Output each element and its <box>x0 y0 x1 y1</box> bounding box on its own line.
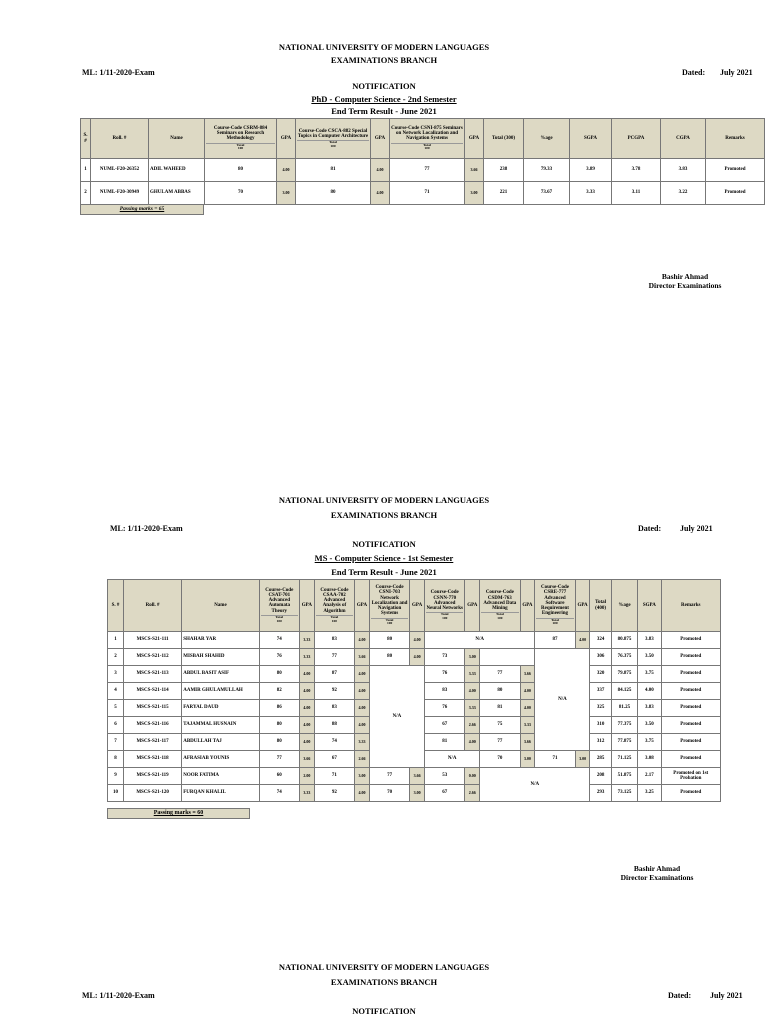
cell-sno: 8 <box>108 751 124 768</box>
cell-marks: 74 <box>259 632 299 649</box>
cell-marks: 67 <box>425 717 465 734</box>
cell-sgpa: 3.75 <box>638 734 661 751</box>
table-row <box>108 768 721 785</box>
cell-marks: 77 <box>390 159 465 182</box>
cell-gpa: 3.33 <box>465 666 480 683</box>
notification-heading: NOTIFICATION <box>352 81 416 91</box>
cell-marks: 92 <box>314 785 354 802</box>
cell-sgpa: 3.83 <box>638 700 661 717</box>
dated-value: July 2021 <box>720 68 753 77</box>
table-row <box>81 159 765 182</box>
passing-marks: Passing marks = 65 <box>80 204 204 215</box>
cell-marks: 80 <box>480 683 520 700</box>
cell-empty <box>480 649 535 666</box>
cell-roll: MSCS-S21-117 <box>123 734 181 751</box>
col-total: Total (300) <box>484 119 524 159</box>
cell-not-applicable: N/A <box>535 649 590 751</box>
cell-cgpa: 3.22 <box>661 182 706 205</box>
cell-marks: 71 <box>390 182 465 205</box>
cell-roll: NUML-F20-30949 <box>91 182 149 205</box>
cell-gpa: 3.00 <box>410 785 425 802</box>
col-gpa: GPA <box>465 119 484 159</box>
cell-total: 221 <box>484 182 524 205</box>
cell-percentage: 73.67 <box>524 182 570 205</box>
cell-roll: MSCS-S21-115 <box>123 700 181 717</box>
cell-gpa: 4.00 <box>520 700 535 717</box>
col-gpa: GPA <box>277 119 296 159</box>
col-course-1: Course-Code CSRM-884 Seminars on Research Methodology Total 100 <box>205 119 277 159</box>
cell-roll: MSCS-S21-120 <box>123 785 181 802</box>
cell-sno: 2 <box>81 182 91 205</box>
passing-marks: Passing marks = 60 <box>107 808 250 819</box>
university-name: NATIONAL UNIVERSITY OF MODERN LANGUAGES <box>278 962 490 972</box>
cell-total: 320 <box>590 666 611 683</box>
cell-name: NOOR FATIMA <box>182 768 259 785</box>
cell-gpa: 2.00 <box>299 768 314 785</box>
table-row <box>108 632 721 649</box>
col-gpa: GPA <box>299 580 314 632</box>
cell-marks: 80 <box>259 717 299 734</box>
cell-marks: 81 <box>480 700 520 717</box>
cell-marks: 80 <box>369 632 409 649</box>
cell-name: AAMIR GHULAMULLAH <box>182 683 259 700</box>
cell-percentage: 81.25 <box>611 700 638 717</box>
cell-gpa: 2.66 <box>465 785 480 802</box>
cell-sno: 5 <box>108 700 124 717</box>
branch-name: EXAMINATIONS BRANCH <box>330 977 438 987</box>
col-name: Name <box>182 580 259 632</box>
cell-gpa: 3.33 <box>299 649 314 666</box>
col-gpa: GPA <box>520 580 535 632</box>
cell-total: 238 <box>484 159 524 182</box>
cell-sgpa: 3.50 <box>638 717 661 734</box>
cell-marks: 80 <box>369 649 409 666</box>
cell-marks: 81 <box>296 159 371 182</box>
cell-gpa: 4.00 <box>355 666 370 683</box>
cell-percentage: 84.125 <box>611 683 638 700</box>
cell-sno: 6 <box>108 717 124 734</box>
cell-name: TAJAMMAL HUSNAIN <box>182 717 259 734</box>
notification-heading: NOTIFICATION <box>352 1006 416 1016</box>
cell-remarks: Promoted <box>661 683 720 700</box>
cell-sgpa: 3.75 <box>638 666 661 683</box>
cell-remarks: Promoted <box>661 649 720 666</box>
signatory-name: Bashir Ahmad <box>661 272 709 281</box>
cell-sgpa: 3.08 <box>638 751 661 768</box>
cell-roll: MSCS-S21-112 <box>123 649 181 666</box>
cell-remarks: Promoted <box>706 159 765 182</box>
cell-sgpa: 3.25 <box>638 785 661 802</box>
cell-total: 208 <box>590 768 611 785</box>
signatory-title: Director Examinations <box>620 873 694 882</box>
signatory-name: Bashir Ahmad <box>633 864 681 873</box>
cell-remarks: Promoted <box>661 785 720 802</box>
cell-gpa: 3.66 <box>355 649 370 666</box>
reference-number: ML: 1/11-2020-Exam <box>82 68 155 77</box>
col-pcgpa: PCGPA <box>612 119 661 159</box>
cell-marks: 81 <box>425 734 465 751</box>
cell-marks: 80 <box>259 734 299 751</box>
cell-marks: 53 <box>425 768 465 785</box>
col-sgpa: SGPA <box>638 580 661 632</box>
cell-gpa: 4.00 <box>520 683 535 700</box>
cell-marks: 75 <box>480 717 520 734</box>
cell-gpa: 3.00 <box>355 768 370 785</box>
term-title: End Term Result - June 2021 <box>331 567 437 577</box>
cell-gpa: 3.66 <box>465 159 484 182</box>
cell-marks: 70 <box>480 751 520 768</box>
cell-total: 324 <box>590 632 611 649</box>
cell-name: ADIL WAHEED <box>149 159 205 182</box>
dated-value: July 2021 <box>710 991 743 1000</box>
cell-gpa: 3.66 <box>520 734 535 751</box>
cell-marks: 76 <box>425 666 465 683</box>
cell-marks: 60 <box>259 768 299 785</box>
cell-name: SHAHAR YAR <box>182 632 259 649</box>
cell-marks: 88 <box>314 717 354 734</box>
cell-not-applicable: N/A <box>369 666 424 768</box>
cell-marks: 76 <box>425 700 465 717</box>
cell-not-applicable: N/A <box>425 632 535 649</box>
cell-gpa: 3.66 <box>410 768 425 785</box>
cell-gpa: 4.00 <box>371 159 390 182</box>
reference-number: ML: 1/11-2020-Exam <box>82 991 155 1000</box>
term-title: End Term Result - June 2021 <box>331 106 437 116</box>
cell-marks: 73 <box>425 649 465 666</box>
cell-gpa: 2.66 <box>465 717 480 734</box>
program-title: MS - Computer Science - 1st Semester <box>314 553 454 563</box>
dated-label: Dated: <box>668 991 692 1000</box>
cell-marks: 77 <box>480 666 520 683</box>
cell-marks: 74 <box>259 785 299 802</box>
cell-marks: 76 <box>259 649 299 666</box>
cell-sno: 9 <box>108 768 124 785</box>
cell-gpa: 4.00 <box>465 683 480 700</box>
university-name: NATIONAL UNIVERSITY OF MODERN LANGUAGES <box>278 42 490 52</box>
cell-sno: 7 <box>108 734 124 751</box>
cell-percentage: 77.375 <box>611 717 638 734</box>
cell-total: 312 <box>590 734 611 751</box>
cell-remarks: Promoted on 1st Probation <box>661 768 720 785</box>
cell-roll: MSCS-S21-113 <box>123 666 181 683</box>
signatory-title: Director Examinations <box>648 281 722 290</box>
cell-percentage: 77.875 <box>611 734 638 751</box>
cell-gpa: 4.00 <box>575 632 590 649</box>
cell-marks: 80 <box>259 666 299 683</box>
cell-gpa: 3.00 <box>520 751 535 768</box>
cell-gpa: 3.00 <box>277 182 296 205</box>
col-course-1: Course-Code CSAT-701 Advanced Automata Theory Total 100 <box>259 580 299 632</box>
cell-marks: 77 <box>480 734 520 751</box>
cell-roll: MSCS-S21-119 <box>123 768 181 785</box>
cell-gpa: 3.33 <box>355 734 370 751</box>
cell-sno: 1 <box>108 632 124 649</box>
cell-marks: 83 <box>314 700 354 717</box>
cell-total: 306 <box>590 649 611 666</box>
cell-cgpa: 3.83 <box>661 159 706 182</box>
cell-gpa: 4.00 <box>355 717 370 734</box>
col-gpa: GPA <box>355 580 370 632</box>
cell-gpa: 4.00 <box>355 700 370 717</box>
cell-roll: MSCS-S21-118 <box>123 751 181 768</box>
col-gpa: GPA <box>575 580 590 632</box>
dated-label: Dated: <box>682 68 706 77</box>
cell-total: 293 <box>590 785 611 802</box>
notification-heading: NOTIFICATION <box>352 539 416 549</box>
cell-pcgpa: 3.11 <box>612 182 661 205</box>
cell-percentage: 73.125 <box>611 785 638 802</box>
cell-gpa: 4.00 <box>299 734 314 751</box>
cell-name: ABDUL BASIT ASIF <box>182 666 259 683</box>
cell-marks: 92 <box>314 683 354 700</box>
cell-gpa: 4.00 <box>277 159 296 182</box>
cell-marks: 67 <box>314 751 354 768</box>
cell-roll: MSCS-S21-111 <box>123 632 181 649</box>
cell-name: AFRASIAB YOUNIS <box>182 751 259 768</box>
col-course-6: Course-Code CSRE-777 Advanced Software Requirement Engineering Total 100 <box>535 580 575 632</box>
cell-gpa: 3.33 <box>299 632 314 649</box>
cell-gpa: 4.00 <box>355 632 370 649</box>
cell-percentage: 79.875 <box>611 666 638 683</box>
col-course-3: Course-Code CSNI-875 Seminars on Network Localization and Navigation Systems Total 100 <box>390 119 465 159</box>
cell-marks: 87 <box>535 632 575 649</box>
university-name: NATIONAL UNIVERSITY OF MODERN LANGUAGES <box>278 495 490 505</box>
cell-marks: 83 <box>425 683 465 700</box>
cell-sgpa: 4.00 <box>638 683 661 700</box>
col-total: Total (400) <box>590 580 611 632</box>
cell-gpa: 3.33 <box>465 700 480 717</box>
cell-percentage: 76.375 <box>611 649 638 666</box>
cell-gpa: 2.66 <box>355 751 370 768</box>
cell-marks: 74 <box>314 734 354 751</box>
cell-sno: 1 <box>81 159 91 182</box>
dated-value: July 2021 <box>680 524 713 533</box>
cell-gpa: 3.33 <box>299 785 314 802</box>
col-gpa: GPA <box>465 580 480 632</box>
col-percentage: %age <box>524 119 570 159</box>
cell-percentage: 51.875 <box>611 768 638 785</box>
reference-number: ML: 1/11-2020-Exam <box>110 524 183 533</box>
cell-marks: 86 <box>259 700 299 717</box>
cell-sgpa: 3.50 <box>638 649 661 666</box>
cell-marks: 82 <box>259 683 299 700</box>
cell-gpa: 4.00 <box>299 683 314 700</box>
cell-gpa: 3.00 <box>465 649 480 666</box>
cell-marks: 77 <box>369 768 409 785</box>
cell-gpa: 3.00 <box>575 751 590 768</box>
cell-marks: 77 <box>314 649 354 666</box>
cell-sno: 2 <box>108 649 124 666</box>
col-course-2: Course-Code CSAA-702 Advanced Analysis of Algorithm Total 100 <box>314 580 354 632</box>
cell-gpa: 0.00 <box>465 768 480 785</box>
cell-remarks: Promoted <box>661 734 720 751</box>
cell-sno: 4 <box>108 683 124 700</box>
table-row <box>108 649 721 666</box>
cell-marks: 77 <box>259 751 299 768</box>
table-row <box>81 182 765 205</box>
ms-result-table <box>107 579 721 802</box>
cell-gpa: 3.00 <box>465 182 484 205</box>
cell-gpa: 4.00 <box>299 717 314 734</box>
cell-pcgpa: 3.78 <box>612 159 661 182</box>
col-name: Name <box>149 119 205 159</box>
program-title: PhD - Computer Science - 2nd Semester <box>311 94 457 104</box>
cell-gpa: 4.00 <box>465 734 480 751</box>
cell-gpa: 3.66 <box>520 666 535 683</box>
cell-remarks: Promoted <box>661 751 720 768</box>
cell-marks: 71 <box>314 768 354 785</box>
col-sgpa: SGPA <box>570 119 612 159</box>
col-course-2: Course-Code CSCA-882 Special Topics in Computer Architecture Total 100 <box>296 119 371 159</box>
cell-marks: 67 <box>425 785 465 802</box>
col-roll: Roll. # <box>91 119 149 159</box>
col-course-5: Course-Code CSDM-763 Advanced Data Mining Total 100 <box>480 580 520 632</box>
cell-not-applicable: N/A <box>480 768 590 802</box>
cell-marks: 87 <box>314 666 354 683</box>
cell-roll: MSCS-S21-114 <box>123 683 181 700</box>
cell-marks: 70 <box>369 785 409 802</box>
cell-sgpa: 2.17 <box>638 768 661 785</box>
cell-remarks: Promoted <box>661 632 720 649</box>
col-gpa: GPA <box>371 119 390 159</box>
branch-name: EXAMINATIONS BRANCH <box>330 55 438 65</box>
branch-name: EXAMINATIONS BRANCH <box>330 510 438 520</box>
cell-marks: 83 <box>314 632 354 649</box>
phd-result-table <box>80 118 765 205</box>
cell-percentage: 71.125 <box>611 751 638 768</box>
col-course-4: Course-Code CSNN-770 Advanced Neural Networks Total 100 <box>425 580 465 632</box>
cell-sno: 10 <box>108 785 124 802</box>
cell-sgpa: 3.89 <box>570 159 612 182</box>
cell-total: 285 <box>590 751 611 768</box>
cell-name: MISBAH SHAHID <box>182 649 259 666</box>
cell-remarks: Promoted <box>661 666 720 683</box>
cell-gpa: 4.00 <box>410 632 425 649</box>
cell-marks: 80 <box>205 159 277 182</box>
cell-name: FARYAL DAUD <box>182 700 259 717</box>
cell-remarks: Promoted <box>706 182 765 205</box>
cell-total: 325 <box>590 700 611 717</box>
cell-gpa: 4.00 <box>299 700 314 717</box>
cell-name: GHULAM ABBAS <box>149 182 205 205</box>
col-remarks: Remarks <box>706 119 765 159</box>
col-percentage: %age <box>611 580 638 632</box>
cell-remarks: Promoted <box>661 717 720 734</box>
col-course-3: Course-Code CSNI-703 Network Localization and Navigation Systems Total 100 <box>369 580 409 632</box>
table-row <box>108 785 721 802</box>
table-row <box>108 666 721 683</box>
cell-name: ABDULLAH TAJ <box>182 734 259 751</box>
cell-marks: 71 <box>535 751 575 768</box>
dated-label: Dated: <box>638 524 662 533</box>
cell-gpa: 3.66 <box>299 751 314 768</box>
cell-gpa: 4.00 <box>355 683 370 700</box>
cell-total: 337 <box>590 683 611 700</box>
cell-roll: NUML-F20-26352 <box>91 159 149 182</box>
cell-remarks: Promoted <box>661 700 720 717</box>
cell-name: FURQAN KHALIL <box>182 785 259 802</box>
cell-not-applicable: N/A <box>425 751 480 768</box>
cell-gpa: 3.33 <box>520 717 535 734</box>
cell-gpa: 4.00 <box>355 785 370 802</box>
cell-roll: MSCS-S21-116 <box>123 717 181 734</box>
col-remarks: Remarks <box>661 580 720 632</box>
cell-gpa: 4.00 <box>299 666 314 683</box>
col-sno: S. # <box>108 580 124 632</box>
cell-marks: 70 <box>205 182 277 205</box>
cell-gpa: 4.00 <box>410 649 425 666</box>
col-cgpa: CGPA <box>661 119 706 159</box>
cell-sgpa: 3.33 <box>570 182 612 205</box>
cell-sgpa: 3.83 <box>638 632 661 649</box>
cell-gpa: 4.00 <box>371 182 390 205</box>
cell-percentage: 80.875 <box>611 632 638 649</box>
cell-total: 310 <box>590 717 611 734</box>
col-roll: Roll. # <box>123 580 181 632</box>
col-sno: S. # <box>81 119 91 159</box>
col-gpa: GPA <box>410 580 425 632</box>
cell-sno: 3 <box>108 666 124 683</box>
cell-marks: 80 <box>296 182 371 205</box>
cell-percentage: 79.33 <box>524 159 570 182</box>
